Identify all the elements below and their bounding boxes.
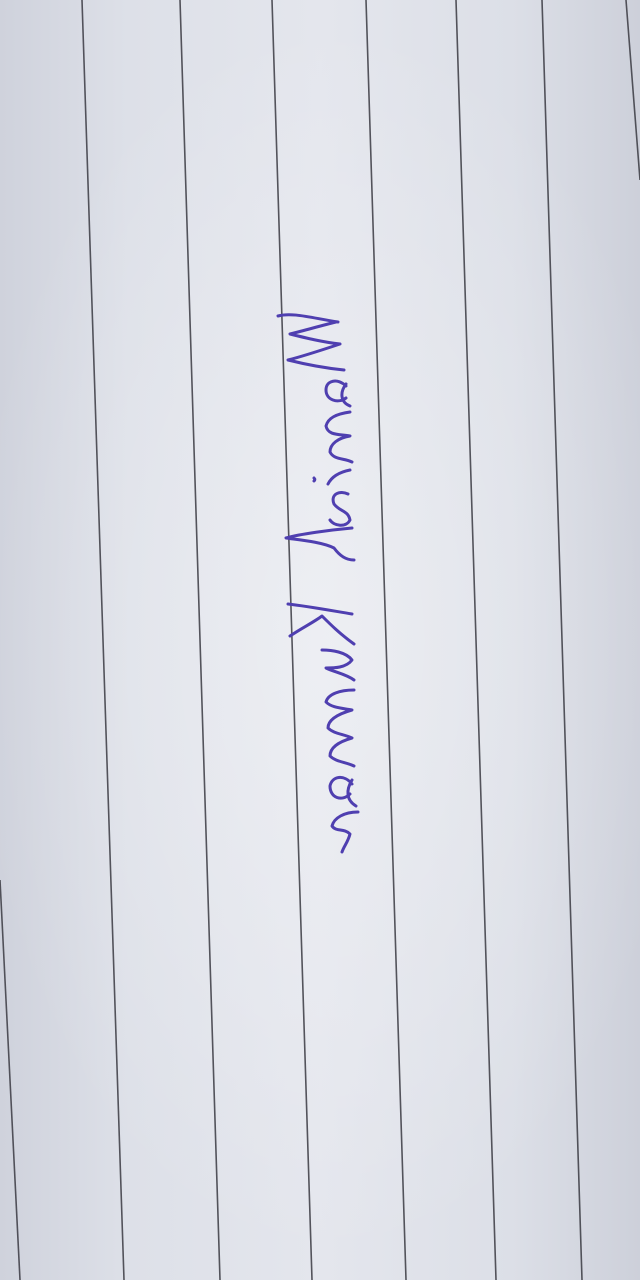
signature-last-name <box>288 604 358 852</box>
signature-first-name <box>278 315 354 560</box>
